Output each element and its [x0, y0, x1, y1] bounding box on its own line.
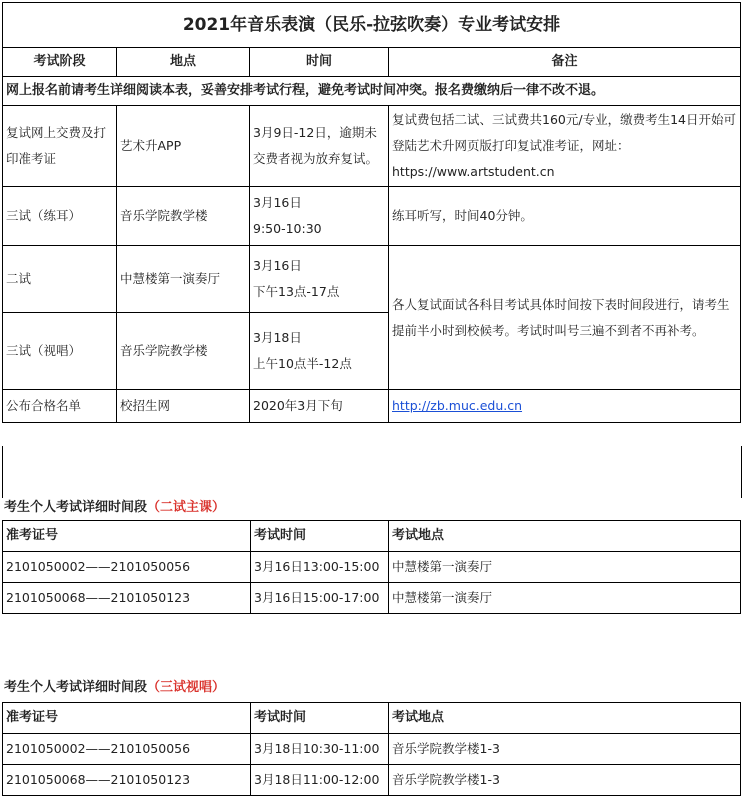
- header-stage: 考试阶段: [3, 48, 117, 77]
- stage-cell: 二试: [3, 246, 117, 313]
- place-cell: 音乐学院教学楼: [117, 187, 250, 246]
- time-date: 3月16日: [253, 195, 302, 210]
- stage-cell: 复试网上交费及打印准考证: [3, 106, 117, 187]
- table-row: [3, 552, 741, 583]
- section1-table: [2, 520, 741, 614]
- spacer: [2, 446, 742, 498]
- exam-schedule-document: [2, 2, 740, 796]
- main-schedule-table: [2, 2, 741, 423]
- merged-note-cell: 各人复试面试各科目考试具体时间按下表时间段进行，请考生提前半小时到校候考。考试时叫号三遍不到者不再补考。: [389, 246, 741, 390]
- time-date: 3月16日: [253, 258, 302, 273]
- exam-place-cell: 中慧楼第一演奏厅: [389, 552, 741, 583]
- note-cell: 练耳听写，时间40分钟。: [389, 187, 741, 246]
- section2-title: [4, 676, 225, 695]
- note-cell: [389, 390, 741, 423]
- header-place: 地点: [117, 48, 250, 77]
- exam-time-cell: 3月18日11:00-12:00: [251, 765, 389, 796]
- page-title: 2021年音乐表演（民乐-拉弦吹奏）专业考试安排: [3, 3, 741, 48]
- section1-tag: （二试主课）: [147, 500, 226, 515]
- s2-header-time: 考试时间: [251, 703, 389, 734]
- header-note: 备注: [389, 48, 741, 77]
- time-date: 3月18日: [253, 330, 302, 345]
- id-range-cell: 2101050002——2101050056: [3, 552, 251, 583]
- stage-cell: 三试（视唱）: [3, 313, 117, 390]
- s2-header-id: 准考证号: [3, 703, 251, 734]
- exam-place-cell: 音乐学院教学楼1-3: [389, 765, 741, 796]
- id-range-cell: 2101050002——2101050056: [3, 734, 251, 765]
- stage-cell: 公布合格名单: [3, 390, 117, 423]
- header-time: 时间: [250, 48, 389, 77]
- table-row: [3, 390, 741, 423]
- id-range-cell: 2101050068——2101050123: [3, 583, 251, 614]
- section2-title-text: 考生个人考试详细时间段: [4, 680, 148, 695]
- time-cell: [250, 187, 389, 246]
- time-range: 下午13点-17点: [253, 284, 340, 299]
- time-cell: 2020年3月下旬: [250, 390, 389, 423]
- note-cell: 复试费包括二试、三试费共160元/专业，缴费考生14日开始可登陆艺术升网页版打印复试准考证，网址：https://www.artstudent.cn: [389, 106, 741, 187]
- exam-place-cell: 中慧楼第一演奏厅: [389, 583, 741, 614]
- table-row: [3, 187, 741, 246]
- section1-title-text: 考生个人考试详细时间段: [4, 500, 148, 515]
- table-row: [3, 765, 741, 796]
- time-cell: [250, 313, 389, 390]
- section2-tag: （三试视唱）: [147, 680, 226, 695]
- place-cell: 校招生网: [117, 390, 250, 423]
- table-row: [3, 246, 741, 313]
- s1-header-id: 准考证号: [3, 521, 251, 552]
- place-cell: 中慧楼第一演奏厅: [117, 246, 250, 313]
- exam-time-cell: 3月18日10:30-11:00: [251, 734, 389, 765]
- s1-header-time: 考试时间: [251, 521, 389, 552]
- place-cell: 音乐学院教学楼: [117, 313, 250, 390]
- table-row: [3, 734, 741, 765]
- notice-text: 网上报名前请考生详细阅读本表，妥善安排考试行程，避免考试时间冲突。报名费缴纳后一律不改不退。: [3, 77, 741, 106]
- time-cell: [250, 246, 389, 313]
- time-cell: 3月9日-12日，逾期未交费者视为放弃复试。: [250, 106, 389, 187]
- section2-table: [2, 702, 741, 796]
- exam-place-cell: 音乐学院教学楼1-3: [389, 734, 741, 765]
- time-range: 9:50-10:30: [253, 221, 322, 236]
- place-cell: 艺术升APP: [117, 106, 250, 187]
- time-range: 上午10点半-12点: [253, 356, 352, 371]
- s2-header-place: 考试地点: [389, 703, 741, 734]
- exam-time-cell: 3月16日15:00-17:00: [251, 583, 389, 614]
- table-row: [3, 106, 741, 187]
- section1-title: [4, 496, 225, 515]
- results-link[interactable]: http://zb.muc.edu.cn: [392, 398, 523, 413]
- table-row: [3, 583, 741, 614]
- id-range-cell: 2101050068——2101050123: [3, 765, 251, 796]
- stage-cell: 三试（练耳）: [3, 187, 117, 246]
- exam-time-cell: 3月16日13:00-15:00: [251, 552, 389, 583]
- s1-header-place: 考试地点: [389, 521, 741, 552]
